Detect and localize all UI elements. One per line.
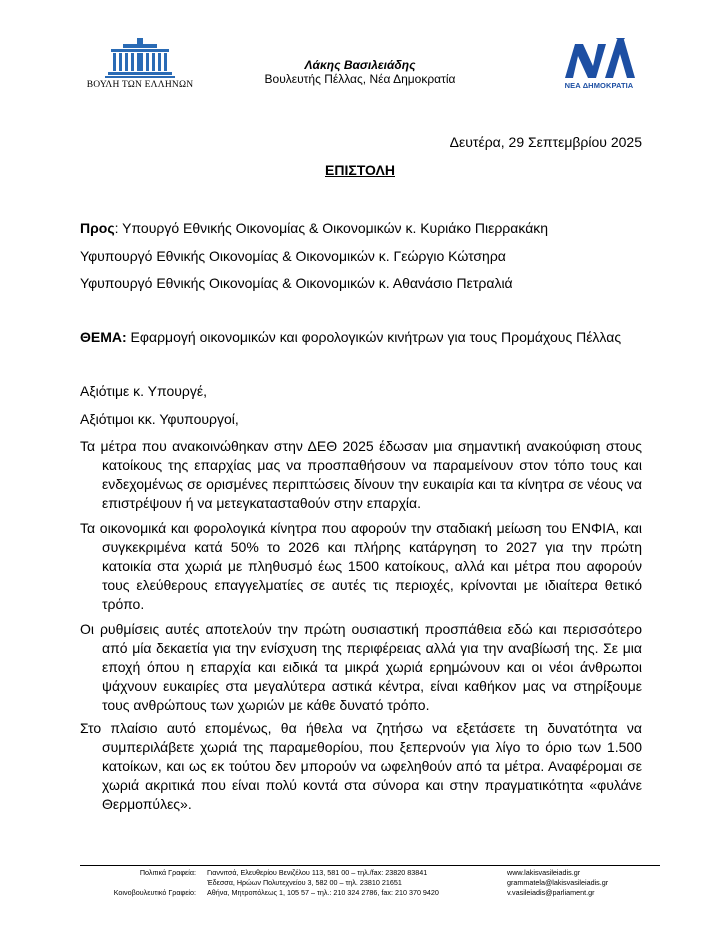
salutation-deputies: Αξιότιμοι κκ. Υφυπουργοί,: [80, 411, 239, 427]
subject-text: Εφαρμογή οικονομικών και φορολογικών κινήτρων για τους Προμάχους Πέλλας: [126, 329, 622, 345]
footer-email-office: grammatela@lakisvasileiadis.gr: [507, 878, 609, 887]
parliament-logo: [80, 36, 200, 90]
document-title: ΕΠΙΣΤΟΛΗ: [325, 162, 395, 178]
subject-label: ΘΕΜΑ:: [80, 329, 127, 345]
footer-website: www.lakisvasileiadis.gr: [507, 868, 581, 877]
sender-block: [250, 58, 470, 86]
footer-address-giannitsa: Γιαννιτσά, Ελευθερίου Βενιζέλου 113, 581 00 – τηλ./fax: 23820 83841: [207, 868, 428, 877]
footer-addresses: [207, 868, 497, 898]
salutation-minister: Αξιότιμε κ. Υπουργέ,: [80, 383, 208, 399]
footer-email-parliament: v.vasileiadis@parliament.gr: [507, 888, 595, 897]
letter-date: Δευτέρα, 29 Σεπτεμβρίου 2025: [449, 134, 642, 150]
mp-name: Λάκης Βασιλειάδης: [304, 58, 416, 72]
mp-role: Βουλευτής Πέλλας, Νέα Δημοκρατία: [264, 72, 456, 86]
footer-labels: [100, 868, 196, 898]
subject-line: [80, 329, 621, 345]
footer-divider: [80, 865, 660, 866]
recipient-deputy-2: Υφυπουργό Εθνικής Οικονομίας & Οικονομικών κ. Αθανάσιο Πετραλιά: [80, 275, 513, 291]
body-paragraph: Τα μέτρα που ανακοινώθηκαν στην ΔΕΘ 2025 έδωσαν μια σημαντική ανακούφιση στους κατοίκους της επαρχίας μας να προσπαθήσουν να παραμείνουν στον τόπο τους και ενδεχομένως σε ορισμένες περιπτώσεις δίνουν την ευκαιρία και τα κίνητρα σε νέους να επιστρέψουν ή να μετεγκατασταθούν στην επαρχία.: [80, 438, 642, 511]
footer-label-parliament-office: Κοινοβουλευτικό Γραφείο:: [113, 888, 196, 897]
nd-logo-mark-icon: [561, 38, 637, 80]
footer-contacts: [507, 868, 657, 898]
body-paragraph: Στο πλαίσιο αυτό επομένως, θα ήθελα να ζητήσω να εξετάσετε τη δυνατότητα να συμπεριλάβετε χωριά της παραμεθορίου, που ξεπερνούν για λίγο το όριο των 1.500 κατοίκων, και ως εκ τούτου δεν μπορούν να ωφεληθούν από τα μέτρα. Αναφέρομαι σε χωριά ακριτικά που είναι πολύ κοντά στα σύνορα και στην πραγματικότητα «φυλάνε Θερμοπύλες».: [80, 720, 642, 812]
footer-label-empty: [100, 878, 196, 888]
party-logo-text: ΝΕΑ ΔΗΜΟΚΡΑΤΙΑ: [564, 81, 634, 90]
party-logo: [557, 38, 641, 90]
to-label: Προς: [80, 220, 115, 236]
footer-address-athens: Αθήνα, Μητροπόλεως 1, 105 57 – τηλ.: 210 324 2786, fax: 210 370 9420: [207, 888, 439, 897]
body-paragraph: Οι ρυθμίσεις αυτές αποτελούν την πρώτη ουσιαστική προσπάθεια εδώ και περισσότερο από μία δεκαετία για την ενίσχυση της περιφέρειας αλλά για την αναβίωσή της. Σε μια εποχή όπου η επαρχία και ειδικά τα μικρά χωριά ερημώνουν και οι νέοι άνθρωποι ψάχνουν ευκαιρίες στα μεγαλύτερα αστικά κέντρα, είναι καθήκον μας να στηρίξουμε τους ανθρώπους των χωριών με κάθε δυνατό τρόπο.: [80, 621, 642, 713]
recipient-minister: : Υπουργό Εθνικής Οικονομίας & Οικονομικών κ. Κυριάκο Πιερρακάκη: [114, 220, 549, 236]
recipient-deputy-1: Υφυπουργό Εθνικής Οικονομίας & Οικονομικών κ. Γεώργιο Κώτσηρα: [80, 248, 506, 264]
recipient-line: [80, 220, 548, 236]
parliament-building-icon: [105, 36, 175, 78]
parliament-logo-text: ΒΟΥΛΗ ΤΩΝ ΕΛΛΗΝΩΝ: [86, 80, 194, 90]
footer-address-edessa: Έδεσσα, Ηρώων Πολυτεχνείου 3, 582 00 – τηλ. 23810 21651: [207, 878, 402, 887]
body-paragraph: Τα οικονομικά και φορολογικά κίνητρα που αφορούν την σταδιακή μείωση του ΕΝΦΙΑ, και συγκεκριμένα κατά 50% το 2026 και πλήρης κατάργηση το 2027 για την πρώτη κατοικία στα χωριά με πληθυσμό έως 1500 κατοίκους, αλλά και μέτρα που αφορούν τους ελεύθερους επαγγελματίες σε αυτές τις περιοχές, κρίνονται με ιδιαίτερα θετικό τρόπο.: [80, 520, 642, 612]
footer-label-political-offices: Πολιτικά Γραφεία:: [139, 868, 196, 877]
